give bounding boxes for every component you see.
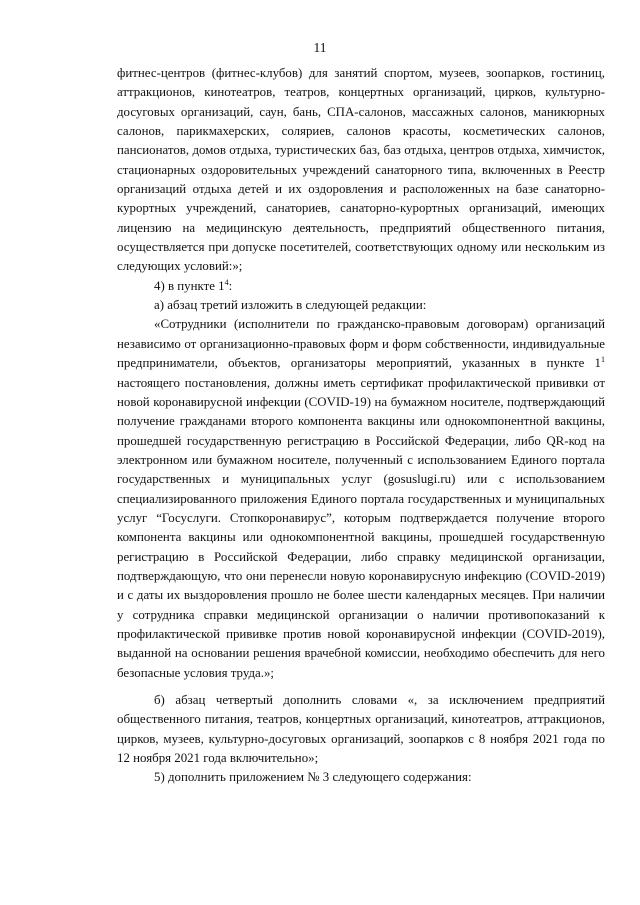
paragraph-employees-requirement xyxy=(117,315,605,683)
paragraph-item-4 xyxy=(117,277,605,296)
document-body xyxy=(117,64,605,788)
paragraph-item-b: б) абзац четвертый дополнить словами «, за исключением предприятий общественного питания, театров, концертных организаций, кинотеатров, аттракционов, цирков, музеев, культурно-досуговых организаций, зоопарков с 8 ноября 2021 года по 12 ноября 2021 года включительно»; xyxy=(117,693,605,766)
paragraph-venues-list: фитнес-центров (фитнес-клубов) для занятий спортом, музеев, зоопарков, гостиниц, аттракционов, кинотеатров, театров, концертных организаций, цирков, культурно-досуговых организаций, саун, бань, СПА-салонов, массажных салонов, маникюрных салонов, парикмахерских, соляриев, салонов красоты, косметических салонов, пансионатов, домов отдыха, туристических баз, баз отдыха, центров отдыха, химчисток, стационарных оздоровительных учреждений санаторного типа, включенных в Реестр организаций отдыха детей и их оздоровления и расположенных на базе санаторно-курортных учреждений, санаториев, санаторно-курортных организаций, имеющих лицензию на медицинскую деятельность, предприятий общественного питания, осуществляется при допуске посетителей, соответствующих одному или нескольким из следующих условий:»; xyxy=(117,66,605,274)
paragraph-employees-continuation: настоящего постановления, должны иметь сертификат профилактической прививки от новой коронавирусной инфекции (COVID-19) на бумажном носителе, подтверждающий получение гражданами второго компонента вакцины или однокомпонентной вакцины, прошедшей государственную регистрацию в Российской Федерации, либо QR-код на электронном или бумажном носителе, полученный с использованием Единого портала государственных и муниципальных услуг (gosuslugi.ru) или с использованием специализированного приложения Единого портала государственных и муниципальных услуг “Госуслуги. Стопкоронавирус”, которым подтверждается получение второго компонента вакцины или однокомпонентной вакцины, прошедшей государственную регистрацию в Российской Федерации, либо справку медицинской организации, подтверждающую, что они перенесли новую коронавирусную инфекцию (COVID-2019) и с даты их выздоровления прошло не более шести календарных месяцев. При наличии у сотрудника справки медицинской организации о наличии противопоказаний к профилактической прививке против новой коронавирусной инфекции (COVID-2019), выданной на основании решения врачебной комиссии, необходимо обеспечить для него безопасные условия труда.»; xyxy=(117,375,605,680)
paragraph-employees-text: «Сотрудники (исполнители по гражданско-правовым договорам) организаций независимо от организационно-правовых форм и форм собственности, индивидуальные предприниматели, объектов, организаторы мероприятий, указанных в пункте 1 xyxy=(117,317,605,371)
paragraph-item-4-text: 4) в пункте 1 xyxy=(154,278,225,293)
paragraph-item-a: а) абзац третий изложить в следующей редакции: xyxy=(154,298,427,313)
page-number: 11 xyxy=(313,40,327,55)
superscript: 4 xyxy=(224,277,229,287)
paragraph-item-5: 5) дополнить приложением № 3 следующего содержания: xyxy=(154,770,472,785)
paragraph-item-4-suffix: : xyxy=(228,278,233,293)
superscript: 1 xyxy=(601,355,605,365)
